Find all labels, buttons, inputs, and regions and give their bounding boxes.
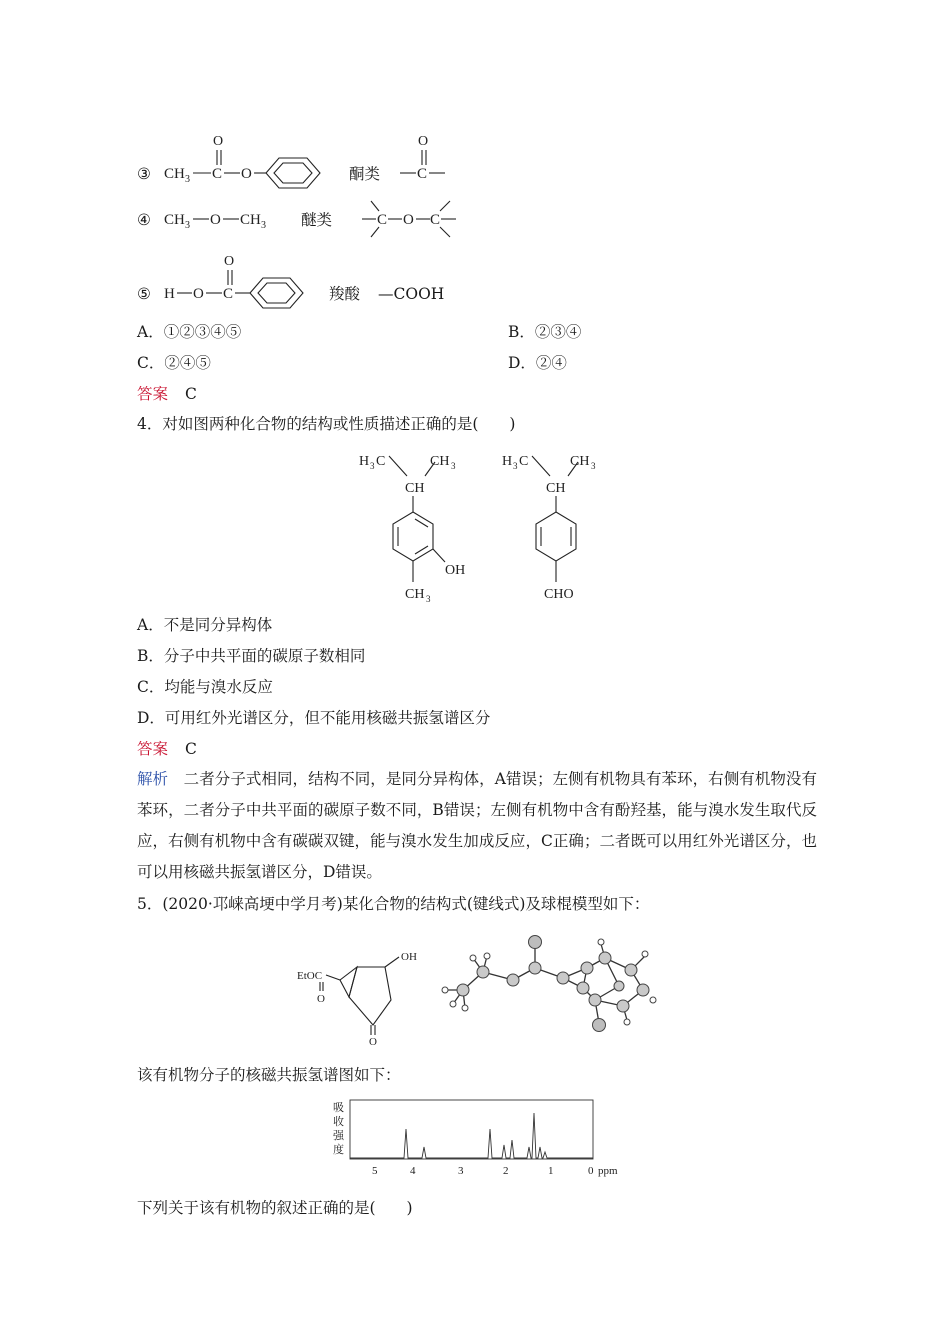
- svg-text:H: H: [502, 454, 513, 469]
- svg-text:C: C: [519, 454, 529, 469]
- svg-text:C: C: [223, 286, 234, 302]
- svg-text:3: 3: [261, 220, 266, 231]
- row-group-5: —COOH: [378, 285, 445, 303]
- row-number-5: ⑤: [137, 285, 151, 303]
- nmr-intro: 该有机物分子的核磁共振氢谱图如下：: [137, 1066, 401, 1084]
- svg-text:O: O: [241, 166, 252, 182]
- question-5-stem: 5．(2020·邛崃高埂中学月考)某化合物的结构式(键线式)及球棍模型如下：: [137, 895, 650, 913]
- row-number-4: ④: [137, 211, 151, 229]
- svg-text:3: 3: [513, 461, 518, 471]
- option-d: D．②④: [508, 354, 567, 372]
- svg-text:O: O: [210, 212, 221, 228]
- svg-text:H: H: [164, 286, 175, 302]
- row-class-4: 醚类: [301, 211, 333, 229]
- thymol-structure: [355, 448, 485, 608]
- nmr-tick-0: 0: [588, 1165, 594, 1177]
- nmr-tick-2: 2: [503, 1165, 509, 1177]
- row-class-3: 酮类: [349, 165, 381, 183]
- phenyl-acetate-structure: [160, 128, 330, 188]
- svg-text:C: C: [430, 212, 441, 228]
- svg-text:3: 3: [370, 461, 375, 471]
- nmr-ylabel-4: 度: [333, 1144, 344, 1156]
- q4-analysis: [137, 764, 817, 888]
- option-b: B．②③④: [508, 323, 582, 341]
- svg-text:OH: OH: [401, 951, 417, 963]
- svg-text:CH: CH: [405, 587, 425, 602]
- nmr-unit: ppm: [598, 1165, 618, 1177]
- nmr-ylabel-3: 强: [333, 1130, 344, 1142]
- svg-text:3: 3: [591, 461, 596, 471]
- analysis-label: 解析: [137, 770, 169, 788]
- q4-option-c: C．均能与溴水反应: [137, 678, 273, 696]
- svg-text:CH: CH: [240, 212, 261, 228]
- svg-text:O: O: [403, 212, 414, 228]
- option-a: A．①②③④⑤: [137, 323, 242, 341]
- analysis-text: 二者分子式相同，结构不同，是同分异构体，A错误；左侧有机物具有苯环，右侧有机物没有苯环，二者分子中共平面的碳原子数不同，B错误；左侧有机物中含有酚羟基，能与溴水发生取代反应，右侧有机物中含有碳碳双键，能与溴水发生加成反应，C正确；二者既可以用红外光谱区分，也可以用核磁共振氢谱区分，D错误。: [137, 770, 817, 881]
- svg-text:CHO: CHO: [544, 587, 574, 602]
- svg-text:CH: CH: [164, 166, 185, 182]
- nmr-tick-3: 3: [458, 1165, 464, 1177]
- carbonyl-group: [398, 128, 458, 188]
- q4-answer-value: C: [185, 740, 197, 758]
- q4-answer-label: 答案: [137, 740, 169, 758]
- nmr-spectrum: [330, 1097, 630, 1181]
- svg-text:CH: CH: [164, 212, 185, 228]
- q4-option-d: D．可用红外光谱区分，但不能用核磁共振氢谱区分: [137, 709, 491, 727]
- answer-value: C: [185, 385, 197, 403]
- q4-option-b: B．分子中共平面的碳原子数相同: [137, 647, 366, 665]
- svg-text:CH: CH: [405, 481, 425, 496]
- benzoic-acid-structure: [160, 250, 320, 310]
- svg-text:CH: CH: [570, 454, 590, 469]
- svg-text:O: O: [317, 993, 325, 1005]
- svg-text:3: 3: [426, 594, 431, 604]
- svg-text:3: 3: [185, 174, 190, 185]
- row-number-3: ③: [137, 165, 151, 183]
- svg-text:O: O: [224, 254, 235, 269]
- svg-text:C: C: [212, 166, 223, 182]
- svg-text:O: O: [213, 134, 224, 149]
- question-5-prompt: 下列关于该有机物的叙述正确的是( ): [137, 1199, 413, 1217]
- svg-text:C: C: [376, 454, 386, 469]
- nmr-tick-1: 1: [548, 1165, 554, 1177]
- nmr-ylabel-1: 吸: [333, 1102, 344, 1114]
- svg-text:C: C: [377, 212, 388, 228]
- svg-text:H: H: [359, 454, 370, 469]
- svg-text:3: 3: [451, 461, 456, 471]
- nmr-tick-5: 5: [372, 1165, 378, 1177]
- svg-text:3: 3: [185, 220, 190, 231]
- svg-text:O: O: [193, 286, 204, 302]
- svg-text:C: C: [417, 166, 428, 182]
- dimethyl-ether-structure: [160, 200, 290, 230]
- ball-and-stick-model: [435, 928, 665, 1046]
- q4-option-a: A．不是同分异构体: [137, 616, 273, 634]
- svg-text:O: O: [369, 1036, 377, 1048]
- svg-text:O: O: [418, 134, 429, 149]
- nmr-ylabel-2: 收: [333, 1116, 344, 1128]
- dienal-structure: [498, 448, 628, 608]
- svg-text:CH: CH: [546, 481, 566, 496]
- answer-label: 答案: [137, 385, 169, 403]
- svg-text:OH: OH: [445, 563, 466, 578]
- svg-text:EtOC: EtOC: [297, 970, 323, 982]
- ether-group: [358, 195, 468, 241]
- question-4-stem: 4．对如图两种化合物的结构或性质描述正确的是( ): [137, 415, 516, 433]
- svg-text:CH: CH: [430, 454, 450, 469]
- nmr-tick-4: 4: [410, 1165, 416, 1177]
- skeletal-formula: [295, 945, 435, 1048]
- row-class-5: 羧酸: [329, 285, 361, 303]
- option-c: C．②④⑤: [137, 354, 211, 372]
